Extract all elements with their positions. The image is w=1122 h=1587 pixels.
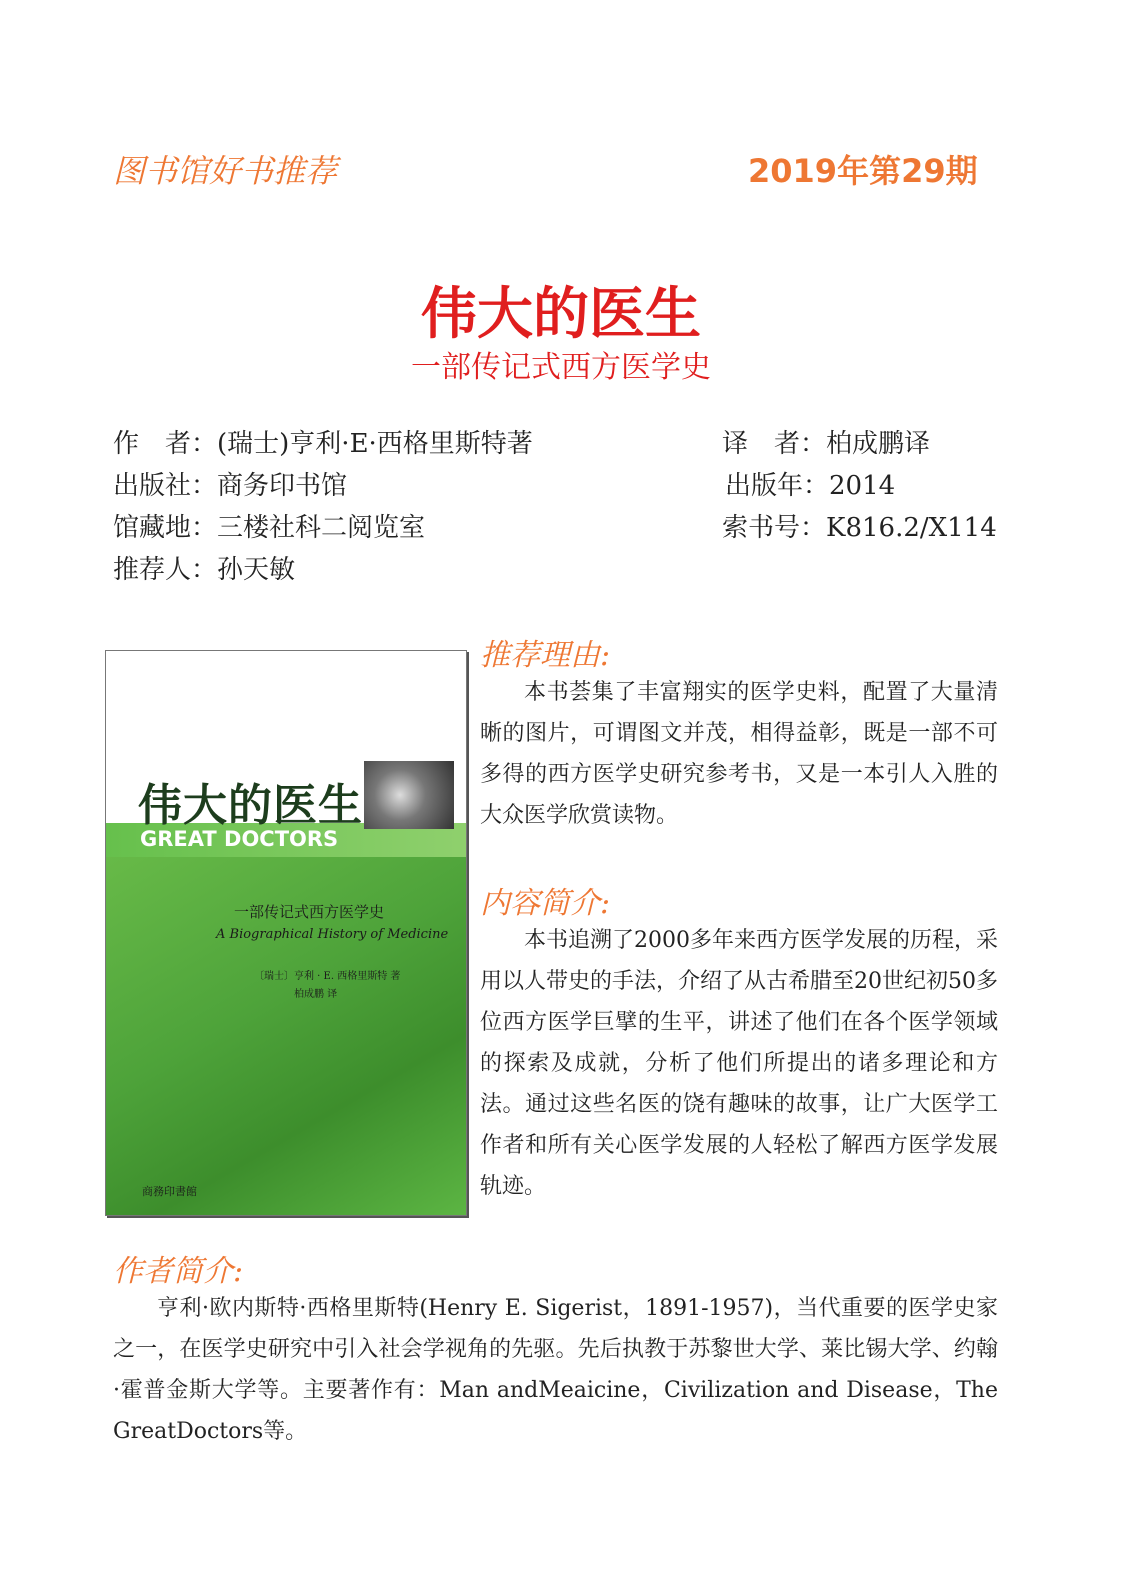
cover-subtitle-en: A Biographical History of Medicine (216, 927, 449, 942)
location-value: 三楼社科二阅览室 (217, 513, 426, 543)
content-text (480, 920, 998, 1207)
issue-number: 2019年第29期 (748, 152, 978, 190)
callno-value: K816.2/X114 (826, 513, 997, 543)
callno-row (722, 508, 997, 548)
cover-author: 〔瑞士〕亨利 · E. 西格里斯特 著 (254, 971, 401, 982)
cover-green-panel (106, 823, 466, 1215)
cover-translator: 柏成鹏 译 (294, 989, 338, 1000)
author-value: (瑞士)亨利·E·西格里斯特著 (217, 429, 533, 459)
translator-row (722, 424, 930, 464)
recommender-value: 孙天敏 (217, 555, 296, 585)
translator-label: 译 者： (722, 429, 827, 459)
book-cover (105, 650, 467, 1216)
author-heading: 作者简介: (113, 1254, 244, 1289)
cover-subtitle-cn: 一部传记式西方医学史 (234, 903, 385, 921)
cover-title-en: GREAT DOCTORS (140, 827, 339, 851)
year-label: 出版年： (725, 471, 830, 501)
reason-text (480, 672, 998, 836)
recommender-row (113, 550, 295, 590)
translator-value: 柏成鹏译 (826, 429, 931, 459)
publisher-row (113, 466, 347, 506)
reason-paragraph: 本书荟集了丰富翔实的医学史料，配置了大量清晰的图片，可谓图文并茂，相得益彰，既是一部不可多得的西方医学史研究参考书，又是一本引人入胜的大众医学欣赏读物。 (480, 680, 998, 828)
author-text (113, 1288, 998, 1452)
callno-label: 索书号： (722, 513, 827, 543)
year-value: 2014 (829, 471, 896, 501)
book-title: 伟大的医生 (421, 281, 701, 347)
content-paragraph: 本书追溯了2000多年来西方医学发展的历程，采用以人带史的手法，介绍了从古希腊至20世纪初50多位西方医学巨擘的生平，讲述了他们在各个医学领域的探索及成就，分析了他们所提出的诸多理论和方法。通过这些名医的饶有趣味的故事，让广大医学工作者和所有关心医学发展的人轻松了解西方医学发展轨迹。 (480, 928, 998, 1199)
series-name: 图书馆好书推荐 (113, 152, 338, 190)
year-row (725, 466, 895, 506)
author-paragraph: 亨利·欧内斯特·西格里斯特(Henry E. Sigerist，1891-1957)，当代重要的医学史家之一，在医学史研究中引入社会学视角的先驱。先后执教于苏黎世大学、莱比锡大学、约翰·霍普金斯大学等。主要著作有：Man andMeaicine，Civilization and Disease，The GreatDoctors等。 (113, 1296, 998, 1444)
author-row (113, 424, 533, 464)
content-heading: 内容简介: (480, 886, 611, 921)
book-subtitle: 一部传记式西方医学史 (411, 350, 711, 385)
publisher-value: 商务印书馆 (217, 471, 348, 501)
cover-publisher-logo: 商務印書館 (142, 1185, 197, 1198)
location-label: 馆藏地： (113, 513, 218, 543)
publisher-label: 出版社： (113, 471, 218, 501)
location-row (113, 508, 425, 548)
author-label: 作 者： (113, 429, 218, 459)
recommender-label: 推荐人： (113, 555, 218, 585)
cover-title-cn: 伟大的医生 (138, 780, 363, 831)
reason-heading: 推荐理由: (480, 638, 611, 673)
cover-orb-image (364, 761, 454, 829)
